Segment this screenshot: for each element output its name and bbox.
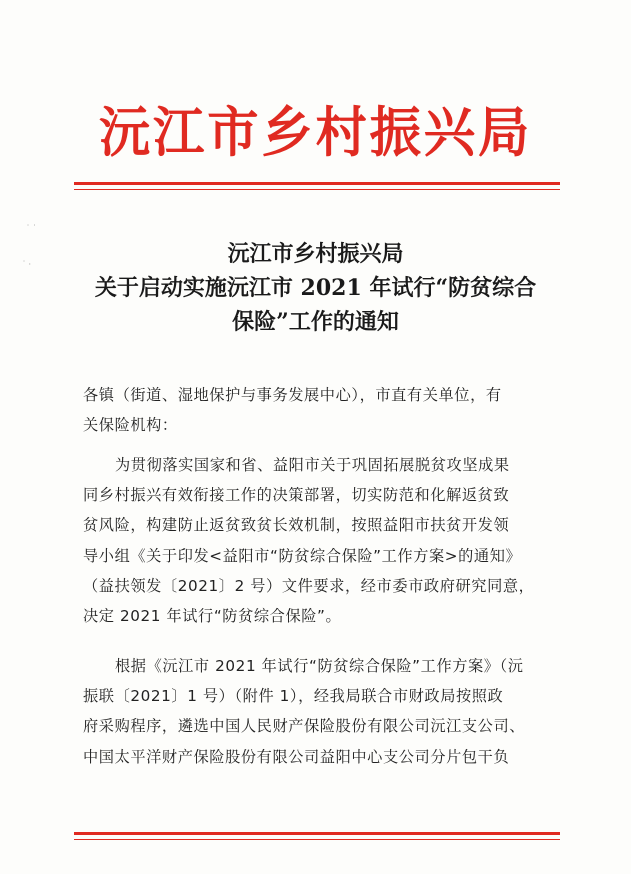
header-red-rule-thin xyxy=(74,189,560,190)
paragraph-1 xyxy=(83,450,553,631)
paragraph-1-line-1: 为贯彻落实国家和省、益阳市关于巩固拓展脱贫攻坚成果 xyxy=(115,456,510,474)
paragraph-1-line-5: （益扶领发〔2021〕2 号）文件要求，经市委市政府研究同意， xyxy=(83,576,535,595)
footer-red-rule-thick xyxy=(74,832,560,835)
scan-speck: ˙ · xyxy=(22,260,32,269)
salutation-line-1: 各镇（街道、湿地保护与事务发展中心），市直有关单位，有 xyxy=(83,386,502,404)
paragraph-2 xyxy=(83,651,553,772)
paragraph-2-line-3: 府采购程序，遴选中国人民财产保险股份有限公司沅江支公司、 xyxy=(83,717,526,736)
title-line-2: 关于启动实施沅江市 2021 年试行“防贫综合 xyxy=(94,275,537,301)
paragraph-1-line-6: 决定 2021 年试行“防贫综合保险”。 xyxy=(83,606,342,625)
paragraph-2-line-1: 根据《沅江市 2021 年试行“防贫综合保险”工作方案》（沅 xyxy=(115,657,524,675)
title-line-3: 保险”工作的通知 xyxy=(232,309,399,335)
paragraph-1-line-4: 导小组《关于印发<益阳市“防贫综合保险”工作方案>的通知》 xyxy=(83,546,522,565)
salutation-line-2: 关保险机构： xyxy=(83,416,178,435)
header-red-rule-thick xyxy=(74,182,560,185)
title-line-1: 沅江市乡村振兴局 xyxy=(227,241,404,267)
footer-red-rule-thin xyxy=(74,839,560,840)
scan-speck: ˙ ˙ xyxy=(26,224,37,233)
paragraph-2-line-4: 中国太平洋财产保险股份有限公司益阳中心支公司分片包干负 xyxy=(83,747,510,766)
document-title xyxy=(60,237,571,339)
salutation xyxy=(83,380,553,440)
paragraph-1-line-2: 同乡村振兴有效衔接工作的决策部署，切实防范和化解返贫致 xyxy=(83,486,510,505)
paragraph-2-line-2: 振联〔2021〕1 号）（附件 1），经我局联合市财政局按照政 xyxy=(83,687,504,706)
issuing-org-header: 沅江市乡村振兴局 xyxy=(98,100,533,164)
paragraph-1-line-3: 贫风险，构建防止返贫致贫长效机制，按照益阳市扶贫开发领 xyxy=(83,516,510,535)
